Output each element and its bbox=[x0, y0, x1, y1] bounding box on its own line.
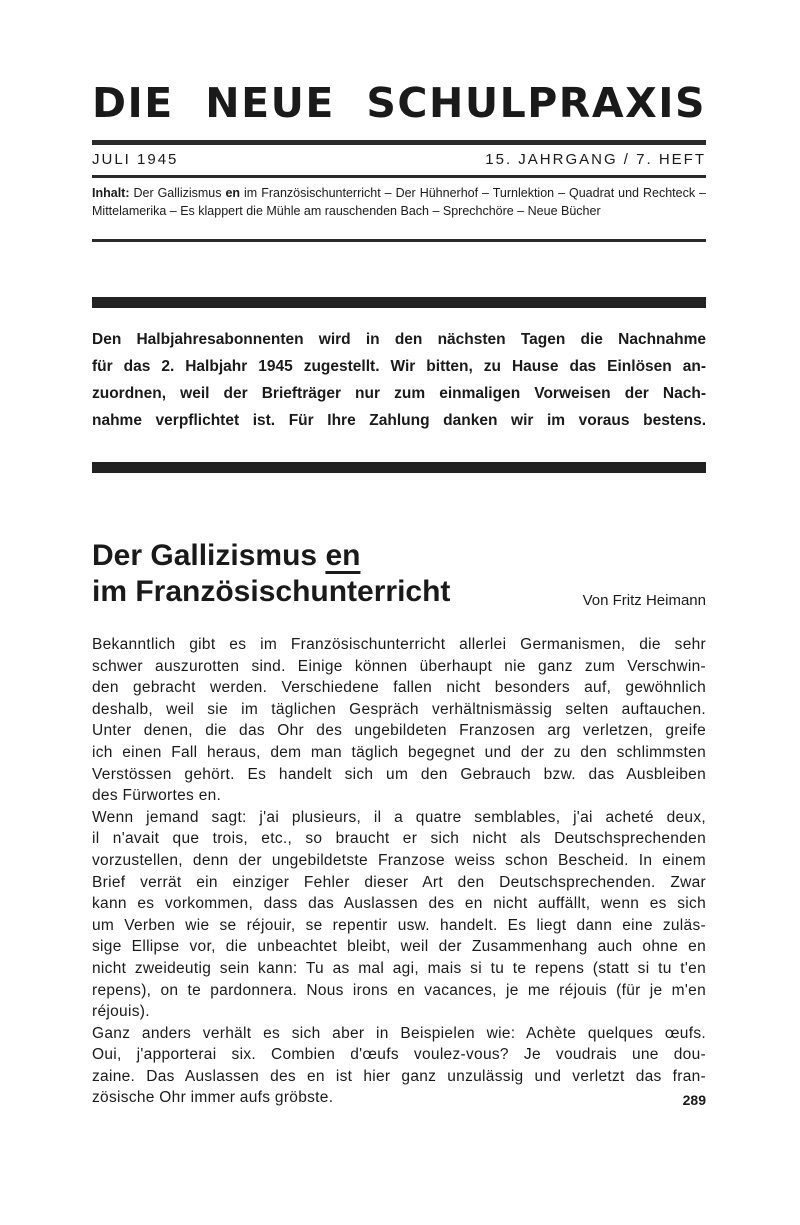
divider bbox=[92, 140, 706, 145]
body-line: repens), on te pardonnera. Nous irons en vacances, je me réjouis (für je m'en bbox=[92, 981, 706, 999]
notice-line: für das 2. Halbjahr 1945 zugestellt. Wir bitten, zu Hause das Einlösen an- bbox=[92, 358, 706, 375]
contents-text-bold: en bbox=[225, 186, 241, 200]
black-bar bbox=[92, 297, 706, 308]
body-line: vorzustellen, denn der ungebildetste Franzose weiss schon Bescheid. In einem bbox=[92, 851, 706, 869]
body-line: deshalb, weil sie im täglichen Gespräch verhältnismässig selten auftauchen. bbox=[92, 700, 706, 718]
subscription-notice bbox=[92, 326, 706, 434]
table-of-contents bbox=[92, 184, 706, 220]
divider bbox=[92, 175, 706, 178]
contents-text: Der Gallizismus bbox=[129, 186, 226, 200]
body-line: Wenn jemand sagt: j'ai plusieurs, il a quatre semblables, j'ai acheté deux, bbox=[92, 808, 706, 826]
article-author: Von Fritz Heimann bbox=[582, 592, 706, 609]
body-line: des Fürwortes en. bbox=[92, 787, 222, 805]
notice-line: Den Halbjahresabonnenten wird in den nächsten Tagen die Nachnahme bbox=[92, 331, 706, 348]
page-number: 289 bbox=[682, 1092, 706, 1108]
title-text: im Französischunterricht bbox=[92, 575, 451, 608]
contents-text: im Französischunterricht – Der Hühnerhof – Turnlektion – Quadrat und Rechteck – Mittelamerika – Es klappert die Mühle am rauschenden Bach – Sprechchöre – Neue Bücher bbox=[92, 186, 706, 218]
title-text: Der Gallizismus bbox=[92, 539, 326, 572]
body-line: zaine. Das Auslassen des en ist hier ganz unzulässig und verletzt das fran- bbox=[92, 1067, 706, 1085]
body-line: den gebracht werden. Verschiedene fallen nicht besonders auf, gewöhnlich bbox=[92, 679, 706, 697]
issue-volume: 15. JAHRGANG / 7. HEFT bbox=[485, 151, 706, 168]
divider bbox=[92, 239, 706, 242]
body-line: schwer auszurotten sind. Einige können überhaupt nie ganz zum Verschwin- bbox=[92, 657, 706, 675]
masthead-title: DIE NEUE SCHULPRAXIS bbox=[92, 79, 706, 127]
issue-date: JULI 1945 bbox=[92, 151, 179, 168]
black-bar bbox=[92, 462, 706, 473]
body-line: Bekanntlich gibt es im Französischunterricht allerlei Germanismen, die sehr bbox=[92, 636, 706, 653]
body-line: il n'avait que trois, etc., so braucht er sich nicht als Deutschsprechenden bbox=[92, 830, 706, 848]
notice-line: zuordnen, weil der Briefträger nur zum einmaligen Vorweisen der Nach- bbox=[92, 385, 706, 402]
article-title bbox=[92, 538, 450, 610]
body-line: zösische Ohr immer aufs gröbste. bbox=[92, 1089, 334, 1107]
body-line: réjouis). bbox=[92, 1003, 150, 1021]
notice-line: nahme verpflichtet ist. Für Ihre Zahlung danken wir im voraus bestens. bbox=[92, 412, 706, 429]
body-line: Oui, j'apporterai six. Combien d'œufs voulez-vous? Je voudrais une dou- bbox=[92, 1046, 706, 1064]
body-line: nicht zweideutig sein kann: Tu as mal agi, mais si tu te repens (statt si tu t'en bbox=[92, 959, 706, 977]
body-line: sige Ellipse vor, die unbeachtet bleibt, weil der Zusammenhang auch ohne en bbox=[92, 938, 706, 956]
body-line: um Verben wie se réjouir, se repentir usw. handelt. Es liegt dann eine zuläs- bbox=[92, 916, 706, 934]
body-line: Ganz anders verhält es sich aber in Beispielen wie: Achète quelques œufs. bbox=[92, 1024, 706, 1042]
contents-label: Inhalt: bbox=[92, 186, 130, 200]
article-body bbox=[92, 634, 706, 1109]
body-line: Unter denen, die das Ohr des ungebildeten Franzosen arg verletzen, greife bbox=[92, 722, 706, 740]
title-underlined-word: en bbox=[325, 539, 361, 572]
body-line: ich einen Fall heraus, dem man täglich begegnet und der zu den schlimmsten bbox=[92, 743, 706, 761]
body-line: kann es vorkommen, dass das Auslassen des en nicht auffällt, wenn es sich bbox=[92, 895, 706, 913]
body-line: Verstössen gehört. Es handelt sich um den Gebrauch bzw. das Ausbleiben bbox=[92, 765, 706, 783]
body-line: Brief verrät ein einziger Fehler dieser Art den Deutschsprechenden. Zwar bbox=[92, 873, 706, 891]
